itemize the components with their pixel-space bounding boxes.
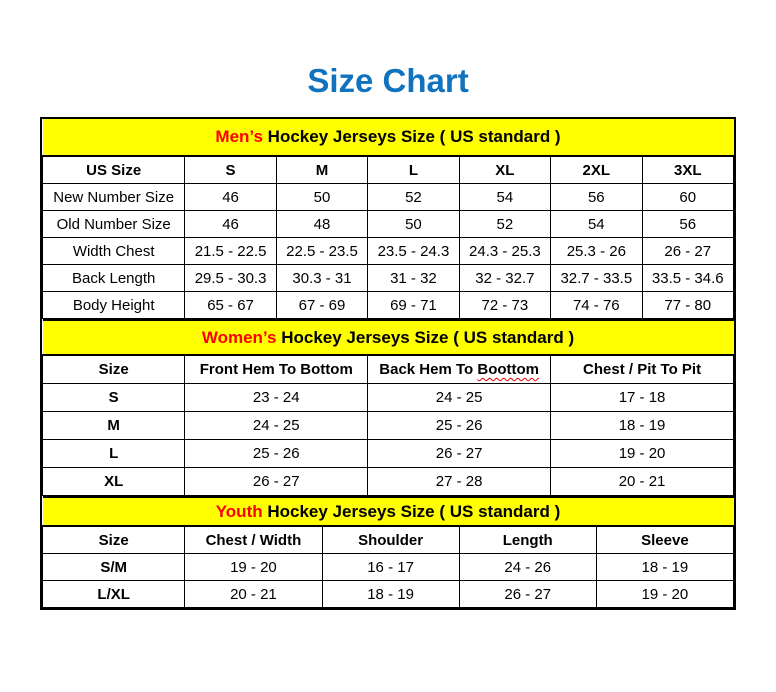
cell: 29.5 - 30.3 — [185, 265, 276, 292]
size-chart-table — [40, 117, 736, 610]
cell: 60 — [642, 184, 733, 211]
section-heading-highlight: Youth — [215, 501, 263, 521]
page-title: Size Chart — [307, 62, 469, 99]
table-row — [43, 440, 734, 468]
cell: 54 — [459, 184, 550, 211]
column-header: S — [185, 156, 276, 184]
cell: 46 — [185, 184, 276, 211]
section-heading — [43, 497, 734, 526]
table-row — [43, 468, 734, 496]
cell: 26 - 27 — [642, 238, 733, 265]
row-label: Width Chest — [43, 238, 185, 265]
column-header: Size — [43, 526, 185, 554]
cell: 24 - 25 — [368, 384, 551, 412]
cell: 48 — [276, 211, 367, 238]
row-label: XL — [43, 468, 185, 496]
column-header: 3XL — [642, 156, 733, 184]
column-header: M — [276, 156, 367, 184]
header-row — [43, 156, 734, 184]
cell: 69 - 71 — [368, 292, 459, 319]
cell: 54 — [551, 211, 642, 238]
cell: 30.3 - 31 — [276, 265, 367, 292]
table-row — [43, 238, 734, 265]
row-label: Back Length — [43, 265, 185, 292]
table-row — [43, 412, 734, 440]
cell: 26 - 27 — [459, 581, 596, 608]
cell: 50 — [276, 184, 367, 211]
cell: 67 - 69 — [276, 292, 367, 319]
column-header: Size — [43, 355, 185, 384]
column-header: Sleeve — [596, 526, 733, 554]
column-header: XL — [459, 156, 550, 184]
cell: 19 - 20 — [551, 440, 734, 468]
cell: 56 — [642, 211, 733, 238]
column-header: US Size — [43, 156, 185, 184]
size-table-youth — [42, 496, 734, 608]
section-heading-highlight: Men’s — [215, 127, 263, 146]
row-label: L — [43, 440, 185, 468]
cell: 25.3 - 26 — [551, 238, 642, 265]
table-row — [43, 184, 734, 211]
cell: 74 - 76 — [551, 292, 642, 319]
cell: 72 - 73 — [459, 292, 550, 319]
cell: 65 - 67 — [185, 292, 276, 319]
cell: 52 — [459, 211, 550, 238]
row-label: M — [43, 412, 185, 440]
cell: 77 - 80 — [642, 292, 733, 319]
cell: 19 - 20 — [596, 581, 733, 608]
column-header: Chest / Pit To Pit — [551, 355, 734, 384]
section-heading — [43, 320, 734, 355]
column-header: Back Hem To Boottom — [368, 355, 551, 384]
cell: 24.3 - 25.3 — [459, 238, 550, 265]
column-header: Front Hem To Bottom — [185, 355, 368, 384]
cell: 23.5 - 24.3 — [368, 238, 459, 265]
section-heading-highlight: Women’s — [201, 327, 277, 347]
header-row — [43, 355, 734, 384]
table-row — [43, 265, 734, 292]
cell: 52 — [368, 184, 459, 211]
cell: 46 — [185, 211, 276, 238]
cell: 24 - 26 — [459, 554, 596, 581]
section-heading-rest: Hockey Jerseys Size ( US standard ) — [262, 501, 561, 521]
column-header: Chest / Width — [185, 526, 322, 554]
cell: 32.7 - 33.5 — [551, 265, 642, 292]
cell: 31 - 32 — [368, 265, 459, 292]
cell: 22.5 - 23.5 — [276, 238, 367, 265]
cell: 33.5 - 34.6 — [642, 265, 733, 292]
cell: 26 - 27 — [368, 440, 551, 468]
column-header: L — [368, 156, 459, 184]
column-header: Length — [459, 526, 596, 554]
cell: 24 - 25 — [185, 412, 368, 440]
section-band-mens — [43, 119, 734, 156]
cell: 23 - 24 — [185, 384, 368, 412]
row-label: S/M — [43, 554, 185, 581]
column-header: Shoulder — [322, 526, 459, 554]
row-label: New Number Size — [43, 184, 185, 211]
table-row — [43, 581, 734, 608]
cell: 18 - 19 — [596, 554, 733, 581]
section-heading-rest: Hockey Jerseys Size ( US standard ) — [276, 327, 575, 347]
section-heading-rest: Hockey Jerseys Size ( US standard ) — [262, 127, 561, 146]
cell: 32 - 32.7 — [459, 265, 550, 292]
cell: 56 — [551, 184, 642, 211]
cell: 25 - 26 — [185, 440, 368, 468]
cell: 27 - 28 — [368, 468, 551, 496]
cell: 17 - 18 — [551, 384, 734, 412]
section-band-womens — [43, 320, 734, 355]
row-label: L/XL — [43, 581, 185, 608]
table-row — [43, 384, 734, 412]
section-heading — [43, 119, 734, 156]
row-label: Body Height — [43, 292, 185, 319]
size-table-mens — [42, 119, 734, 319]
table-row — [43, 211, 734, 238]
table-row — [43, 554, 734, 581]
row-label: S — [43, 384, 185, 412]
cell: 18 - 19 — [322, 581, 459, 608]
cell: 19 - 20 — [185, 554, 322, 581]
misspelled-word: Boottom — [477, 361, 540, 378]
row-label: Old Number Size — [43, 211, 185, 238]
cell: 16 - 17 — [322, 554, 459, 581]
cell: 21.5 - 22.5 — [185, 238, 276, 265]
cell: 50 — [368, 211, 459, 238]
cell: 18 - 19 — [551, 412, 734, 440]
cell: 26 - 27 — [185, 468, 368, 496]
table-row — [43, 292, 734, 319]
cell: 25 - 26 — [368, 412, 551, 440]
column-header: 2XL — [551, 156, 642, 184]
cell: 20 - 21 — [185, 581, 322, 608]
cell: 20 - 21 — [551, 468, 734, 496]
size-table-womens — [42, 319, 734, 496]
header-row — [43, 526, 734, 554]
section-band-youth — [43, 497, 734, 526]
